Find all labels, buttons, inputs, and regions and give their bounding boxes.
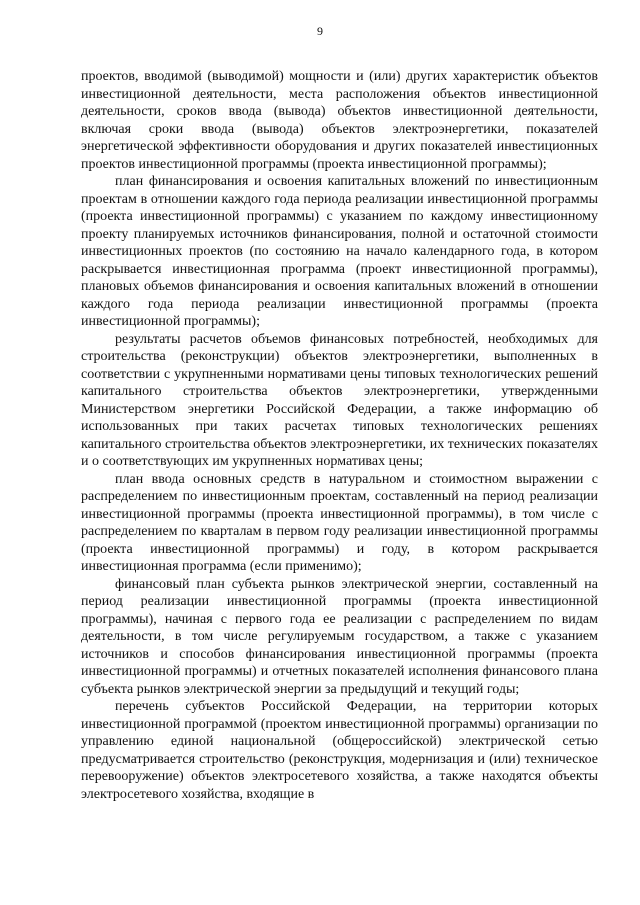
paragraph-regions-list: перечень субъектов Российской Федерации, на территории которых инвестиционной программой (проектом инвестиционной программы) организации по управлению единой национальной (общероссийской) электрической сетью предусматривается строительство (реконструкция, модернизация и (или) техническое перевооружение) объектов электросетевого хозяйства, а также находятся объекты электросетевого хозяйства, входящие в: [81, 699, 598, 802]
paragraph-fixed-assets-plan: план ввода основных средств в натуральном и стоимостном выражении с распределением по инвестиционным проектам, составленный на период реализации инвестиционной программы (проекта инвестиционной программы), в том числе с распределением по кварталам в первом году реализации инвестиционной программы (проекта инвестиционной программы) и году, в котором раскрывается инвестиционная программа (если применимо);: [81, 471, 598, 574]
paragraph-financial-plan: финансовый план субъекта рынков электрической энергии, составленный на период реализации инвестиционной программы (проекта инвестиционной программы), начиная с первого года ее реализации с распределением по видам деятельности, в том числе регулируемым государством, а также с указанием источников и способов финансирования инвестиционной программы (проекта инвестиционной программы) и отчетных показателей исполнения финансового плана субъекта рынков электрической энергии за предыдущий и текущий годы;: [81, 576, 598, 697]
page-number: 9: [317, 24, 323, 38]
paragraph-financing-plan: план финансирования и освоения капитальных вложений по инвестиционным проектам в отношении каждого года периода реализации инвестиционной программы (проекта инвестиционной программы) с указанием по каждому инвестиционному проекту планируемых источников финансирования, полной и остаточной стоимости инвестиционных проектов (по состоянию на начало календарного года, в котором раскрывается инвестиционная программа (проект инвестиционной программы), плановых объемов финансирования и освоения капитальных вложений в отношении каждого года периода реализации инвестиционной программы (проекта инвестиционной программы);: [81, 174, 598, 329]
document-body: [81, 68, 598, 803]
paragraph-calculation-results: результаты расчетов объемов финансовых потребностей, необходимых для строительства (реконструкции) объектов электроэнергетики, выполненных в соответствии с укрупненными нормативами цены типовых технологических решений капитального строительства объектов электроэнергетики, утвержденными Министерством энергетики Российской Федерации, а также информацию об использованных при таких расчетах типовых технологических решениях капитального строительства объектов электроэнергетики, их технических показателях и о соответствующих им укрупненных нормативах цены;: [81, 331, 598, 469]
paragraph-continuation: проектов, вводимой (выводимой) мощности и (или) других характеристик объектов инвестиционной деятельности, места расположения объектов инвестиционной деятельности, сроков ввода (вывода) объектов инвестиционной деятельности, включая сроки ввода (вывода) объектов электроэнергетики, показателей энергетической эффективности оборудования и других показателей инвестиционных проектов инвестиционной программы (проекта инвестиционной программы);: [81, 69, 598, 172]
